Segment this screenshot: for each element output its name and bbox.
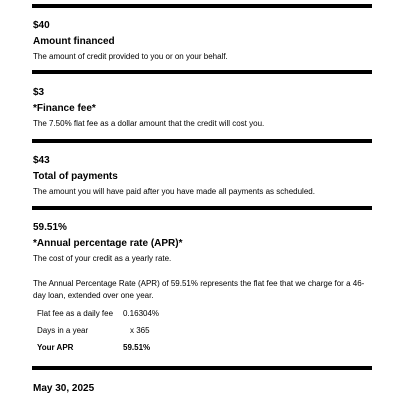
finance-fee-value: $3 [33, 87, 45, 98]
apr-table-row-label: Flat fee as a daily fee [37, 309, 114, 318]
apr-explanation: The Annual Percentage Rate (APR) of 59.51% represents the flat fee that we charge for a 46-day loan, extended over one year. [33, 279, 365, 300]
finance-fee-description: The 7.50% flat fee as a dollar amount that the credit will cost you. [33, 119, 265, 128]
apr-table-row-value: x 365 [130, 326, 150, 335]
section-divider [32, 70, 372, 74]
finance-fee-label: *Finance fee* [33, 103, 96, 114]
apr-description: The cost of your credit as a yearly rate. [33, 254, 172, 263]
section-divider [32, 366, 372, 370]
total-of-payments-label: Total of payments [33, 171, 118, 182]
disclosure-date: May 30, 2025 [33, 383, 95, 394]
total-of-payments-description: The amount you will have paid after you have made all payments as scheduled. [33, 187, 315, 196]
total-of-payments-value: $43 [33, 155, 50, 166]
section-divider [32, 139, 372, 143]
apr-table-total-label: Your APR [37, 343, 74, 352]
apr-table-total-value: 59.51% [123, 343, 151, 352]
section-divider [32, 206, 372, 210]
amount-financed-label: Amount financed [33, 36, 115, 47]
amount-financed-description: The amount of credit provided to you or on your behalf. [33, 52, 228, 61]
amount-financed-value: $40 [33, 20, 50, 31]
apr-value: 59.51% [33, 222, 67, 233]
apr-label: *Annual percentage rate (APR)* [33, 238, 183, 249]
apr-table-row-value: 0.16304% [123, 309, 160, 318]
section-divider [32, 4, 372, 8]
apr-table-row-label: Days in a year [37, 326, 89, 335]
